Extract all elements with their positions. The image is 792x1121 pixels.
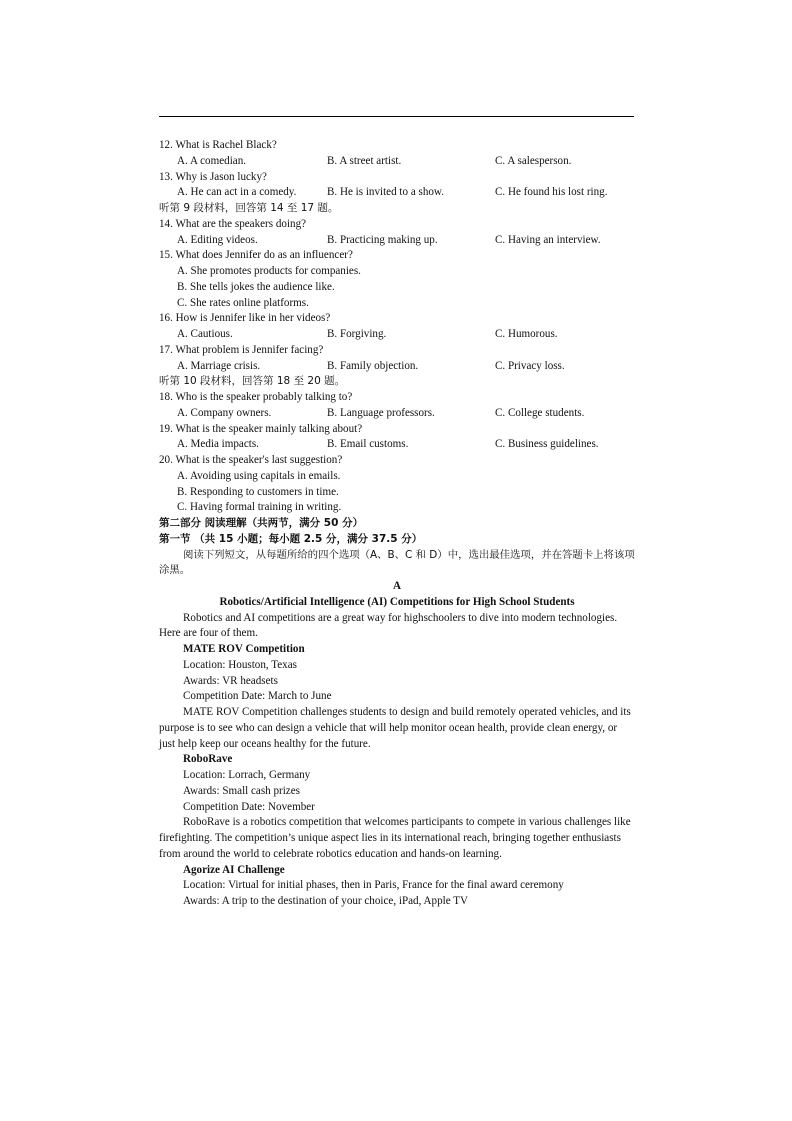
- competition-2-date: Competition Date: November: [183, 800, 315, 813]
- question-14-stem: 14. What are the speakers doing?: [159, 217, 307, 230]
- question-16-option-b: B. Forgiving.: [327, 328, 387, 340]
- reading-instructions: 阅读下列短文，从每题所给的四个选项（A、B、C 和 D）中，选出最佳选项，并在答题卡上将该项涂黑。: [159, 548, 635, 577]
- listening-section-10-instruction: 听第 10 段材料，回答第 18 至 20 题。: [159, 375, 346, 388]
- question-12-option-a: A. A comedian.: [177, 154, 247, 167]
- question-14-option-a: A. Editing videos.: [177, 233, 258, 246]
- passage-intro: Robotics and AI competitions are a great way for highschoolers to dive into modern technologies. Here are four of them.: [159, 611, 618, 640]
- question-16-option-a: A. Cautious.: [177, 328, 233, 340]
- competition-2-name: RoboRave: [183, 753, 233, 766]
- question-13-options: [159, 185, 635, 201]
- question-20-option-c: C. Having formal training in writing.: [177, 501, 342, 514]
- competition-3-location: Location: Virtual for initial phases, then in Paris, France for the final award ceremony: [183, 879, 564, 892]
- competition-1-location: Location: Houston, Texas: [183, 658, 297, 671]
- question-13-stem: 13. Why is Jason lucky?: [159, 170, 267, 183]
- question-19-option-a: A. Media impacts.: [177, 438, 259, 451]
- question-16-option-c: C. Humorous.: [495, 328, 558, 340]
- question-17-stem: 17. What problem is Jennifer facing?: [159, 343, 324, 356]
- competition-2-awards: Awards: Small cash prizes: [183, 784, 300, 797]
- listening-section-9-instruction: 听第 9 段材料，回答第 14 至 17 题。: [159, 202, 339, 214]
- question-14-options: [159, 233, 635, 249]
- question-20-option-b: B. Responding to customers in time.: [177, 485, 339, 498]
- competition-2-description: RoboRave is a robotics competition that welcomes participants to compete in various challenges like firefighting. The competition’s unique aspect lies in its international reach, bringing together enthusiasts from around the world to celebrate robotics education and hands-on learning.: [159, 816, 631, 860]
- part-2-heading: 第二部分 阅读理解（共两节，满分 50 分）: [159, 517, 364, 529]
- header-rule: [159, 116, 634, 117]
- question-18-option-a: A. Company owners.: [177, 406, 272, 419]
- question-17-options: [159, 359, 635, 375]
- competition-1-date: Competition Date: March to June: [183, 690, 332, 703]
- question-17-option-b: B. Family objection.: [327, 359, 419, 372]
- competition-1-awards: Awards: VR headsets: [183, 674, 278, 687]
- question-12-option-b: B. A street artist.: [327, 154, 402, 167]
- question-15-option-a: A. She promotes products for companies.: [177, 265, 361, 277]
- question-20-option-a: A. Avoiding using capitals in emails.: [177, 469, 341, 482]
- question-18-option-c: C. College students.: [495, 406, 585, 419]
- question-12-stem: 12. What is Rachel Black?: [159, 139, 277, 151]
- passage-title: Robotics/Artificial Intelligence (AI) Competitions for High School Students: [219, 595, 575, 608]
- competition-3-awards: Awards: A trip to the destination of your choice, iPad, Apple TV: [183, 895, 469, 907]
- question-18-stem: 18. Who is the speaker probably talking to?: [159, 391, 353, 403]
- competition-1-description: MATE ROV Competition challenges students to design and build remotely operated vehicles, and its purpose is to see who can design a vehicle that will help monitor ocean health, provide clean energy, or just help keep our oceans healthy for the future.: [159, 706, 631, 750]
- section-1-heading: 第一节 （共 15 小题；每小题 2.5 分，满分 37.5 分）: [159, 532, 423, 545]
- question-13-option-b: B. He is invited to a show.: [327, 186, 444, 199]
- competition-3-name: Agorize AI Challenge: [183, 863, 285, 876]
- question-17-option-c: C. Privacy loss.: [495, 359, 565, 372]
- page-content: [159, 138, 635, 910]
- question-19-option-b: B. Email customs.: [327, 438, 409, 451]
- competition-2-location: Location: Lorrach, Germany: [183, 769, 311, 781]
- question-20-stem: 20. What is the speaker's last suggestion?: [159, 454, 343, 466]
- competition-1-name: MATE ROV Competition: [183, 643, 305, 655]
- question-19-options: [159, 437, 635, 453]
- question-14-option-c: C. Having an interview.: [495, 233, 601, 246]
- question-15-option-b: B. She tells jokes the audience like.: [177, 280, 335, 293]
- passage-letter: A: [392, 580, 401, 592]
- question-15-stem: 15. What does Jennifer do as an influencer?: [159, 249, 353, 262]
- question-17-option-a: A. Marriage crisis.: [177, 359, 261, 372]
- question-12-options: [159, 154, 635, 170]
- question-16-options: [159, 327, 635, 343]
- question-16-stem: 16. How is Jennifer like in her videos?: [159, 312, 331, 325]
- question-19-stem: 19. What is the speaker mainly talking about?: [159, 422, 363, 435]
- question-13-option-a: A. He can act in a comedy.: [177, 186, 297, 199]
- question-19-option-c: C. Business guidelines.: [495, 438, 599, 451]
- question-14-option-b: B. Practicing making up.: [327, 233, 438, 246]
- question-13-option-c: C. He found his lost ring.: [495, 186, 608, 199]
- question-15-option-c: C. She rates online platforms.: [177, 296, 309, 309]
- question-18-options: [159, 406, 635, 422]
- question-12-option-c: C. A salesperson.: [495, 154, 572, 167]
- question-18-option-b: B. Language professors.: [327, 406, 435, 419]
